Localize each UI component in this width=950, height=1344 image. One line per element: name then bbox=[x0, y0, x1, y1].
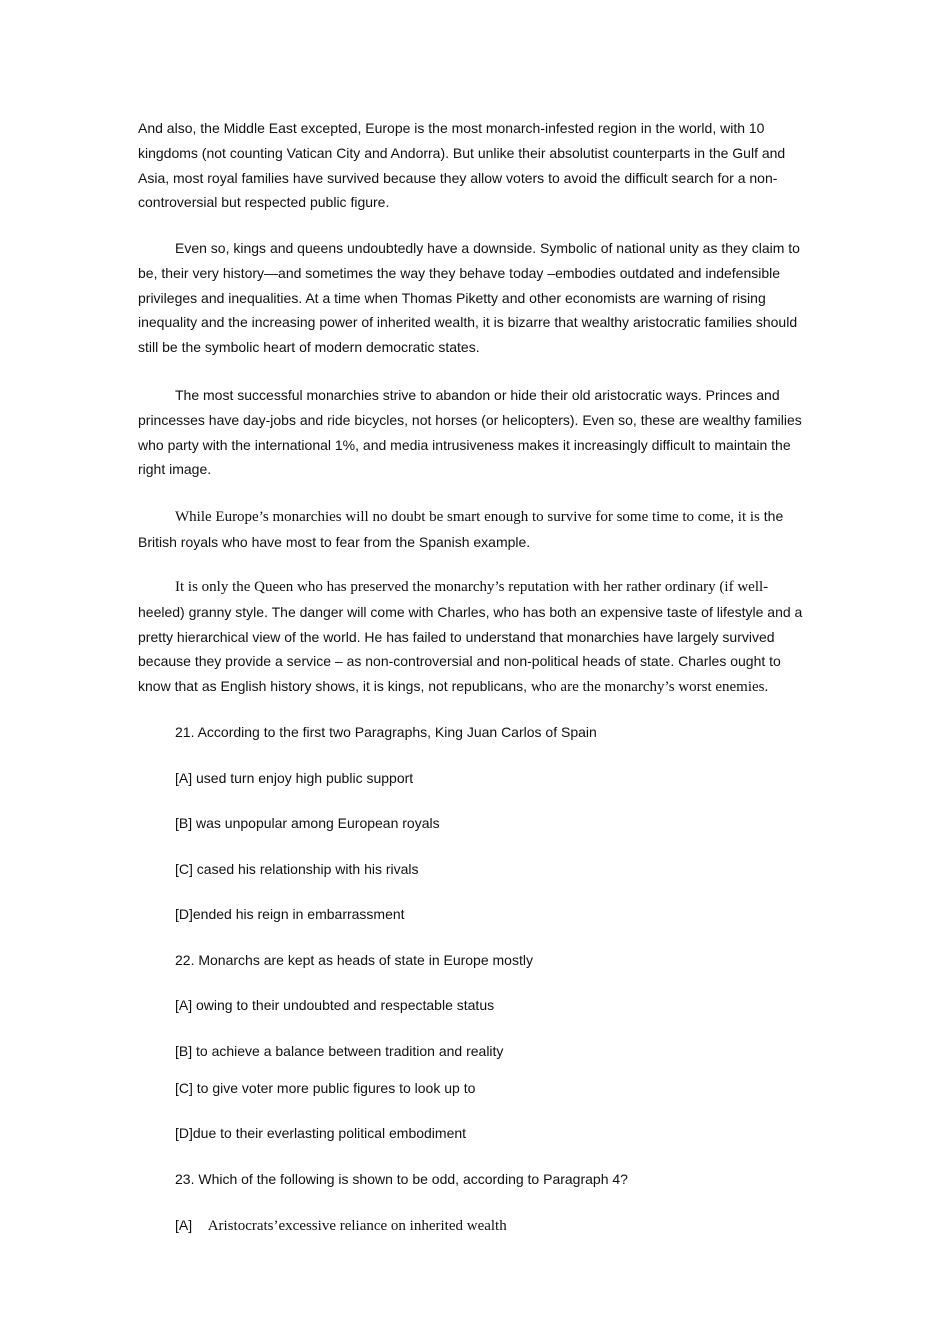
question-21-option-c: [C] cased his relationship with his rivals bbox=[175, 861, 419, 877]
question-21-stem: 21. According to the first two Paragraphs, King Juan Carlos of Spain bbox=[175, 724, 597, 740]
question-23-option-a-label: [A] bbox=[175, 1217, 193, 1233]
question-21-option-d: [D]ended his reign in embarrassment bbox=[175, 906, 405, 922]
question-21-option-a: [A] used turn enjoy high public support bbox=[175, 770, 414, 786]
paragraph-4-line-2: the British royals who have most to fear from the Spanish example. bbox=[138, 508, 784, 550]
paragraph-4 bbox=[138, 504, 813, 555]
question-22-option-b: [B] to achieve a balance between tradition and reality bbox=[175, 1043, 504, 1059]
paragraph-5-opening: It is only the Queen who has preserved the monarchy’s reputation with her rather ordinary (if well- bbox=[175, 579, 769, 595]
question-23-stem: 23. Which of the following is shown to be odd, according to Paragraph 4? bbox=[175, 1171, 628, 1187]
question-22-option-d: [D]due to their everlasting political embodiment bbox=[175, 1125, 467, 1141]
paragraph-5-closing: who are the monarchy’s worst enemies. bbox=[527, 679, 769, 696]
question-22-option-c: [C] to give voter more public figures to look up to bbox=[175, 1080, 476, 1096]
paragraph-5-body: heeled) granny style. The danger will come with Charles, who has both an expensive taste of lifestyle and a pretty hierarchical view of the world. He has failed to understand that monarchies have largely survived because they provide a service – as non-controversial and non-political heads of state. Charles ought to know that as English history shows, it is kings, not republicans, bbox=[138, 603, 803, 695]
paragraph-3: The most successful monarchies strive to abandon or hide their old aristocratic ways. Princes and princesses have day-jobs and ride bicycles, not horses (or helicopters). Even so, these are wealthy families who party with the international 1%, and media intrusiveness makes it increasingly difficult to maintain the right image. bbox=[138, 387, 802, 478]
question-22-option-a: [A] owing to their undoubted and respectable status bbox=[175, 997, 495, 1013]
paragraph-5 bbox=[138, 574, 813, 700]
question-23-option-a bbox=[175, 1215, 507, 1236]
paragraph-4-line-1: While Europe’s monarchies will no doubt be smart enough to survive for some time to come, it is bbox=[175, 509, 760, 525]
paragraph-2: Even so, kings and queens undoubtedly have a downside. Symbolic of national unity as they claim to be, their very history—and sometimes the way they behave today –embodies outdated and indefensible privileges and inequalities. At a time when Thomas Piketty and other economists are warning of rising inequality and the increasing power of inherited wealth, it is bizarre that wealthy aristocratic families should still be the symbolic heart of modern democratic states. bbox=[138, 240, 800, 356]
question-21-option-b: [B] was unpopular among European royals bbox=[175, 815, 440, 831]
question-22-stem: 22. Monarchs are kept as heads of state in Europe mostly bbox=[175, 952, 533, 968]
question-23-option-a-text: Aristocrats’excessive reliance on inherited wealth bbox=[207, 1218, 507, 1234]
paragraph-1: And also, the Middle East excepted, Europe is the most monarch-infested region in the world, with 10 kingdoms (not counting Vatican City and Andorra). But unlike their absolutist counterparts in the Gulf and Asia, most royal families have survived because they allow voters to avoid the difficult search for a non-controversial but respected public figure. bbox=[138, 120, 786, 211]
